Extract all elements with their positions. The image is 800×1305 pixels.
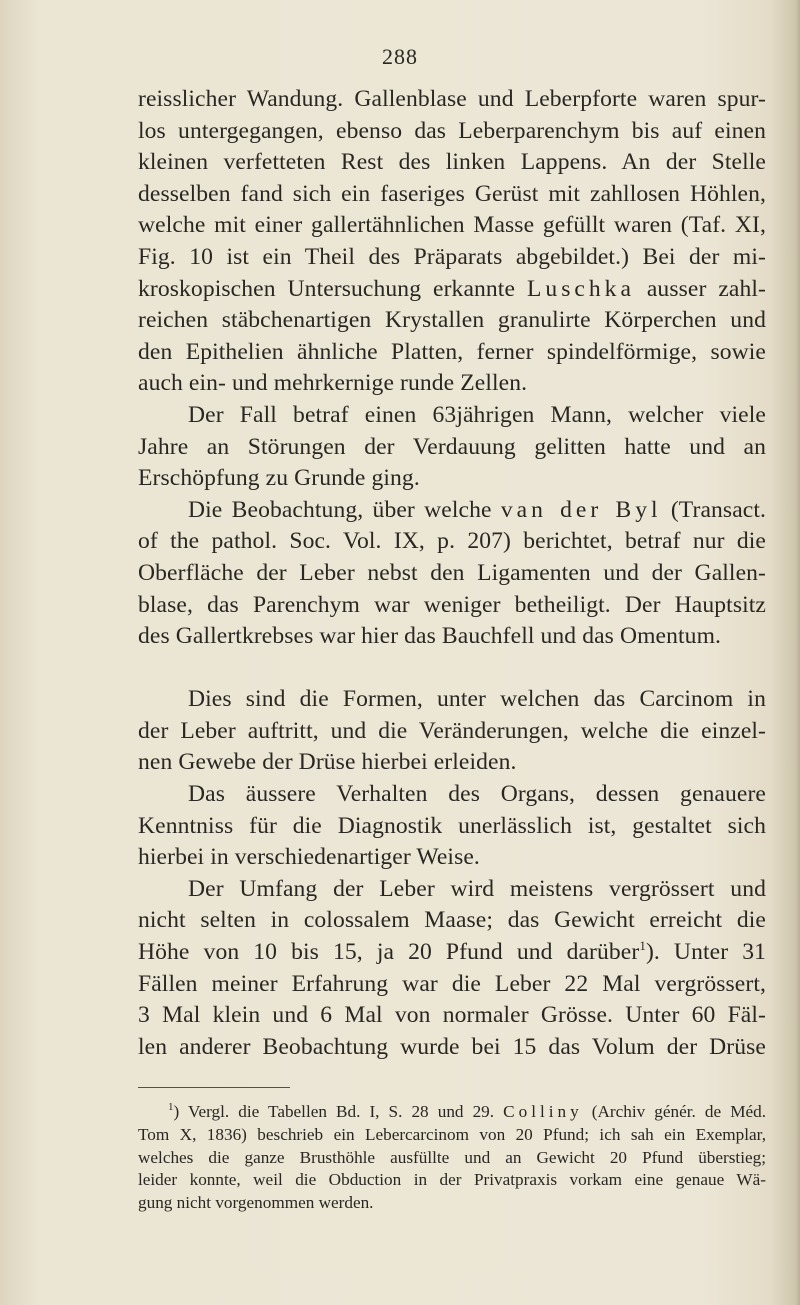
text-line: Das äussere Verhalten des Organs, dessen genauere bbox=[188, 781, 766, 808]
text-line: der Leber auftritt, und die Veränderungen, welche die einzel- bbox=[138, 717, 766, 744]
text-line bbox=[138, 274, 766, 306]
text-line: of the pathol. Soc. Vol. IX, p. 207) berichtet, betraf nur die bbox=[138, 528, 766, 555]
author-name-luschka: Luschka bbox=[526, 275, 635, 302]
footnote-divider bbox=[138, 1087, 290, 1088]
footnote-line bbox=[138, 1101, 766, 1124]
text-line bbox=[138, 495, 766, 527]
text-line: 3 Mal klein und 6 Mal von normaler Grösse. Unter 60 Fäl- bbox=[138, 1002, 766, 1029]
text-line: Oberfläche der Leber nebst den Ligamenten und der Gallen- bbox=[138, 559, 766, 586]
text-segment: ausser zahl- bbox=[634, 275, 767, 302]
main-text bbox=[138, 84, 766, 1063]
page-number: 288 bbox=[382, 44, 418, 69]
footnote-line: Tom X, 1836) beschrieb ein Lebercarcinom von 20 Pfund; ich sah ein Exemplar, bbox=[138, 1124, 766, 1144]
text-line: Der Umfang der Leber wird meistens vergrössert und bbox=[188, 875, 766, 902]
text-line: nen Gewebe der Drüse hierbei erleiden. bbox=[138, 749, 517, 776]
footnote-line: leider konnte, weil die Obduction in der Privatpraxis vorkam eine genaue Wä- bbox=[138, 1170, 766, 1190]
text-line: reisslicher Wandung. Gallenblase und Leberpforte waren spur- bbox=[138, 86, 766, 112]
text-line: Dies sind die Formen, unter welchen das Carcinom in bbox=[188, 686, 766, 713]
text-segment: Höhe von 10 bis 15, ja 20 Pfund und darüber bbox=[138, 939, 640, 966]
text-line bbox=[138, 937, 766, 969]
text-line: blase, das Parenchym war weniger betheiligt. Der Hauptsitz bbox=[138, 591, 766, 618]
footnote-line: welches die ganze Brusthöhle ausfüllte und an Gewicht 20 Pfund überstieg; bbox=[138, 1147, 766, 1167]
text-line: Jahre an Störungen der Verdauung gelitten hatte und an bbox=[138, 433, 766, 460]
text-segment: ). Unter 31 bbox=[645, 939, 766, 966]
text-line: Kenntniss für die Diagnostik unerlässlich ist, gestaltet sich bbox=[138, 812, 766, 839]
footnote-marker: 1 bbox=[168, 1101, 174, 1113]
text-line: los untergegangen, ebenso das Leberparenchym bis auf einen bbox=[138, 117, 766, 144]
footnote-line: gung nicht vorgenommen werden. bbox=[138, 1193, 374, 1213]
text-line: hierbei in verschiedenartiger Weise. bbox=[138, 844, 480, 871]
text-line: desselben fand sich ein faseriges Gerüst mit zahllosen Höhlen, bbox=[138, 180, 766, 207]
text-line: welche mit einer gallertähnlichen Masse gefüllt waren (Taf. XI, bbox=[138, 212, 766, 239]
text-line: auch ein- und mehrkernige runde Zellen. bbox=[138, 370, 528, 397]
text-line: Fällen meiner Erfahrung war die Leber 22 Mal vergrössert, bbox=[138, 970, 766, 997]
text-line: den Epithelien ähnliche Platten, ferner spindelförmige, sowie bbox=[138, 338, 766, 365]
author-name-van-der-byl: van der Byl bbox=[500, 496, 662, 523]
text-line: reichen stäbchenartigen Krystallen granulirte Körperchen und bbox=[138, 307, 766, 334]
author-name-colliny: Colliny bbox=[503, 1102, 583, 1121]
text-line: Erschöpfung zu Grunde ging. bbox=[138, 465, 420, 492]
text-segment: kroskopischen Untersuchung erkannte bbox=[138, 275, 527, 302]
footnote bbox=[138, 1101, 766, 1215]
text-line: len anderer Beobachtung wurde bei 15 das Volum der Drüse bbox=[138, 1033, 766, 1060]
text-segment: (Archiv génér. de Méd. bbox=[582, 1102, 766, 1121]
text-line: des Gallertkrebses war hier das Bauchfell und das Omentum. bbox=[138, 623, 722, 650]
text-segment: (Transact. bbox=[661, 496, 766, 523]
text-line: Fig. 10 ist ein Theil des Präparats abgebildet.) Bei der mi- bbox=[138, 243, 766, 270]
text-line: kleinen verfetteten Rest des linken Lappens. An der Stelle bbox=[138, 149, 766, 176]
text-segment: ) Vergl. die Tabellen Bd. I, S. 28 und 29. bbox=[173, 1102, 504, 1121]
text-line: nicht selten in colossalem Maase; das Gewicht erreicht die bbox=[138, 907, 766, 934]
footnote-marker: 1 bbox=[639, 938, 646, 954]
text-line: Der Fall betraf einen 63jährigen Mann, welcher viele bbox=[188, 401, 766, 428]
text-segment: Die Beobachtung, über welche bbox=[188, 496, 501, 523]
